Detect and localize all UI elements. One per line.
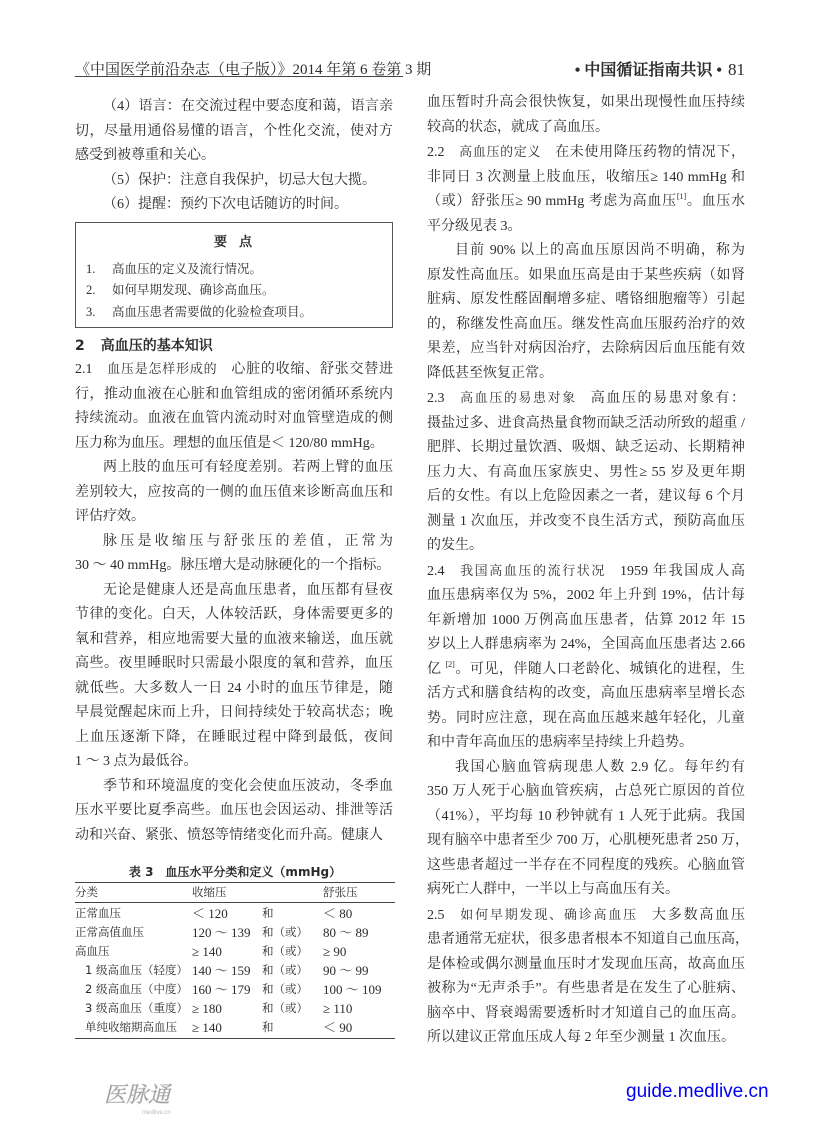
text-line bbox=[75, 169, 393, 194]
text-line bbox=[75, 530, 393, 555]
text-segment: 这些患者超过一半存在不同程度的残疾。心脑血管 bbox=[427, 857, 745, 873]
text-line bbox=[75, 432, 393, 457]
text-line bbox=[75, 144, 393, 169]
cell-connector: 和（或） bbox=[262, 1001, 308, 1015]
text-line bbox=[427, 1002, 745, 1027]
text-segment: 无论是健康人还是高血压患者，血压都有昼夜 bbox=[103, 582, 393, 598]
keypoint-text: 高血压的定义及流行情况。 bbox=[112, 261, 263, 276]
text-segment: 在未使用降压药物的情况下， bbox=[555, 145, 745, 160]
text-segment: 原发性高血压。如果血压高是由于某些疾病（如肾 bbox=[427, 267, 745, 283]
table-row bbox=[75, 999, 395, 1018]
table-body bbox=[75, 903, 395, 1039]
subsection-title: 高血压的易患对象 bbox=[458, 391, 577, 406]
text-line bbox=[427, 288, 745, 313]
cell-connector: 和（或） bbox=[262, 944, 308, 958]
text-segment: 1 ～ 3 点为最低谷。 bbox=[75, 754, 198, 769]
right-column bbox=[427, 91, 749, 1051]
text-line bbox=[427, 461, 745, 486]
cell-connector: 和（或） bbox=[262, 925, 308, 939]
text-line bbox=[427, 412, 745, 437]
text-segment: 被称为“无声杀手”。有些患者是在发生了心脏病、 bbox=[427, 981, 745, 996]
text-line bbox=[427, 878, 745, 903]
text-segment: 果差，应当针对病因治疗，去除病因后血压能有效 bbox=[427, 341, 745, 356]
text-line bbox=[75, 579, 393, 604]
text-segment: 我国心脑血管病现患人数 2.9 亿。每年约有 bbox=[455, 759, 745, 775]
subsection-title: 我国高血压的流行状况 bbox=[458, 563, 606, 579]
text-line bbox=[75, 677, 393, 702]
text-segment: 血压患病率仅为 5%，2002 年上升到 19%，估计每 bbox=[427, 588, 745, 603]
cell-diastolic: ＜ 80 bbox=[323, 906, 353, 921]
text-line bbox=[427, 977, 745, 1002]
text-line bbox=[75, 726, 393, 751]
keypoint-text: 高血压患者需要做的化验检查项目。 bbox=[112, 304, 313, 319]
section-label: • 中国循证指南共识 • bbox=[574, 62, 722, 79]
text-line bbox=[427, 313, 745, 338]
col-header-diastolic: 舒张压 bbox=[323, 885, 358, 899]
text-segment: 较高的状态，就成了高血压。 bbox=[427, 119, 609, 135]
text-segment: 脏病、原发性醛固酮增多症、嗜铬细胞瘤等）引起 bbox=[427, 292, 745, 307]
text-segment: 目前 90% 以上的高血压原因尚不明确，称为 bbox=[455, 243, 745, 258]
text-line bbox=[427, 780, 745, 805]
text-line bbox=[75, 652, 393, 677]
cell-diastolic: 100 ～ 109 bbox=[323, 982, 382, 997]
text-segment: （4）语言：在交流过程中要态度和蔼，语言亲 bbox=[103, 99, 393, 114]
text-segment: 评估疗效。 bbox=[75, 509, 145, 524]
text-segment: 350 万人死于心脑血管疾病，占总死亡原因的首位 bbox=[427, 784, 745, 799]
text-line bbox=[75, 95, 393, 120]
keypoints-title: 要点 bbox=[213, 234, 264, 250]
text-segment: 差别较大，应按高的一侧的血压值来诊断高血压和 bbox=[75, 484, 393, 500]
text-segment: 压水平要比夏季高些。血压也会因运动、排泄等活 bbox=[75, 803, 393, 818]
cell-diastolic: ≥ 110 bbox=[323, 1001, 353, 1016]
left-column bbox=[75, 95, 393, 848]
text-line bbox=[75, 701, 393, 726]
table-row bbox=[75, 961, 395, 980]
text-segment: 30 ～ 40 mmHg。脉压增大是动脉硬化的一个指标。 bbox=[75, 558, 391, 573]
text-segment: 血压暂时升高会很快恢复，如果出现慢性血压持续 bbox=[427, 95, 745, 110]
text-segment: 患者通常无症状，很多患者根本不知道自己血压高， bbox=[427, 932, 749, 947]
subsection-number: 2.5 bbox=[427, 907, 445, 923]
text-line bbox=[427, 362, 745, 387]
text-segment: 肥胖、长期过量饮酒、吸烟、缺乏运动、长期精神 bbox=[427, 440, 745, 455]
text-segment: 持续流动。血液在血管内流动时对血管壁造成的侧 bbox=[75, 411, 393, 426]
text-line bbox=[427, 633, 745, 658]
text-line bbox=[427, 436, 745, 461]
text-line bbox=[427, 609, 745, 634]
subsection-number: 2.4 bbox=[427, 563, 445, 579]
text-line bbox=[427, 928, 749, 953]
text-segment: 压力称为血压。理想的血压值是＜ 120/80 mmHg。 bbox=[75, 435, 384, 451]
table-row bbox=[75, 942, 395, 961]
text-line bbox=[75, 481, 393, 506]
right-body bbox=[427, 91, 749, 1051]
subsection-number: 2.1 bbox=[75, 362, 93, 377]
text-line bbox=[427, 756, 745, 781]
cell-category: 2 级高血压（中度） bbox=[85, 982, 188, 996]
text-segment: 测量 1 次血压，并改变不良生活方式，预防高血压 bbox=[427, 513, 745, 529]
text-segment: 脑卒中、肾衰竭需要透析时才知道自己的血压高。 bbox=[427, 1005, 745, 1021]
table-row bbox=[75, 1018, 395, 1037]
intro-paragraphs bbox=[75, 95, 393, 218]
text-line bbox=[427, 534, 745, 559]
text-line bbox=[75, 358, 393, 383]
table-header-row bbox=[75, 882, 395, 903]
text-line bbox=[427, 805, 745, 830]
cell-systolic: 160 ～ 179 bbox=[192, 982, 251, 997]
text-line bbox=[75, 603, 393, 628]
text-line bbox=[427, 904, 745, 929]
table-row bbox=[75, 923, 395, 942]
text-line bbox=[427, 166, 745, 191]
text-segment: 切，尽量用通俗易懂的语言，个性化交流，使对方 bbox=[75, 123, 393, 139]
text-line bbox=[75, 120, 393, 145]
section-number: 2 bbox=[75, 337, 85, 354]
text-segment: 季节和环境温度的变化会使血压波动，冬季血 bbox=[103, 778, 393, 794]
cell-category: 1 级高血压（轻度） bbox=[85, 963, 188, 977]
text-segment: （5）保护：注意自我保护，切忌大包大揽。 bbox=[103, 172, 376, 188]
text-segment: 年新增加 1000 万例高血压患者，估算 2012 年 15 bbox=[427, 612, 745, 628]
text-line bbox=[75, 407, 393, 432]
text-segment: 摄盐过多、进食高热量食物而缺乏活动所致的超重 / bbox=[427, 415, 745, 431]
text-segment: 动和兴奋、紧张、愤怒等情绪变化而升高。健康人 bbox=[75, 827, 383, 843]
text-segment: （41%），平均每 10 秒钟就有 1 人死于此病。我国 bbox=[427, 808, 745, 824]
text-line bbox=[427, 560, 745, 585]
section-title: 高血压的基本知识 bbox=[100, 337, 213, 354]
subsection-title: 血压是怎样形成的 bbox=[106, 362, 218, 377]
text-line bbox=[75, 628, 393, 653]
text-segment: 大多数高血压 bbox=[651, 907, 745, 923]
text-line bbox=[75, 799, 393, 824]
cell-category: 高血压 bbox=[75, 944, 110, 958]
text-segment: 心脏的收缩、舒张交替进 bbox=[231, 362, 393, 377]
col-header-category: 分类 bbox=[75, 885, 98, 899]
text-line bbox=[427, 264, 745, 289]
keypoint-item bbox=[86, 280, 392, 302]
cell-diastolic: ＜ 90 bbox=[323, 1020, 353, 1035]
citation-ref: [1] bbox=[676, 192, 687, 201]
text-line bbox=[427, 190, 745, 215]
cell-systolic: 140 ～ 159 bbox=[192, 963, 251, 978]
keypoints-box bbox=[75, 222, 393, 328]
text-segment: 高血压的易患对象有： bbox=[590, 391, 745, 406]
cell-systolic: 120 ～ 139 bbox=[192, 925, 251, 940]
text-line bbox=[427, 1026, 745, 1051]
table-row bbox=[75, 904, 395, 923]
text-line bbox=[427, 682, 745, 707]
text-segment: 和中青年高血压的患病率呈持续上升趋势。 bbox=[427, 735, 693, 750]
cell-connector: 和 bbox=[262, 1020, 274, 1034]
text-segment: 行，推动血液在心脏和血管组成的密闭循环系统内 bbox=[75, 386, 393, 402]
cell-systolic: ≥ 180 bbox=[192, 1001, 222, 1016]
guide-medlive-link[interactable]: guide.medlive.cn bbox=[626, 1081, 769, 1102]
cell-connector: 和（或） bbox=[262, 963, 308, 977]
svg-text:医脉通: 医脉通 bbox=[104, 1083, 171, 1108]
cell-category: 3 级高血压（重度） bbox=[85, 1001, 188, 1015]
text-segment: 的，称继发性高血压。继发性高血压服药治疗的效 bbox=[427, 316, 745, 332]
text-line bbox=[75, 193, 393, 218]
text-line bbox=[427, 854, 745, 879]
text-segment: （6）提醒：预约下次电话随访的时间。 bbox=[103, 197, 348, 212]
left-body bbox=[75, 358, 393, 848]
keypoint-number: 3. bbox=[86, 304, 96, 319]
table-title: 表 3 血压水平分类和定义（mmHg） bbox=[128, 865, 342, 879]
text-segment: 岁以上人群患病率为 24%，全国高血压患者达 2.66 bbox=[427, 637, 745, 652]
svg-text:medlive.cn: medlive.cn bbox=[142, 1110, 171, 1116]
section-heading bbox=[75, 334, 393, 359]
text-line bbox=[427, 337, 745, 362]
page-number: 81 bbox=[728, 60, 745, 79]
subsection-title: 高血压的定义 bbox=[458, 145, 542, 160]
text-segment: 的发生。 bbox=[427, 538, 483, 553]
text-segment: 亿 bbox=[427, 661, 446, 677]
subsection-number: 2.3 bbox=[427, 391, 445, 406]
text-segment: 非同日 3 次测量上肢血压，收缩压≥ 140 mmHg 和 bbox=[427, 169, 745, 185]
text-segment: 感受到被尊重和关心。 bbox=[75, 148, 215, 163]
subsection-number: 2.2 bbox=[427, 145, 445, 160]
text-line bbox=[75, 750, 393, 775]
text-line bbox=[75, 824, 393, 849]
keypoint-item bbox=[86, 259, 392, 281]
cell-systolic: ＜ 120 bbox=[192, 906, 228, 921]
text-segment: 就低些。大多数人一日 24 小时的血压节律是，随 bbox=[75, 680, 393, 696]
col-header-systolic: 收缩压 bbox=[192, 885, 227, 899]
text-line bbox=[427, 116, 745, 141]
text-segment: （或）舒张压≥ 90 mmHg 考虑为高血压 bbox=[427, 194, 677, 209]
section-header bbox=[505, 57, 745, 80]
cell-connector: 和（或） bbox=[262, 982, 308, 996]
cell-category: 正常血压 bbox=[75, 906, 121, 920]
text-line bbox=[427, 829, 749, 854]
text-line bbox=[427, 707, 745, 732]
col-header-connector bbox=[262, 883, 323, 902]
text-line bbox=[427, 584, 745, 609]
text-line bbox=[427, 485, 745, 510]
cell-diastolic: ≥ 90 bbox=[323, 944, 347, 959]
subsection-title: 如何早期发现、确诊高血压 bbox=[458, 907, 638, 923]
text-segment: 上血压逐渐下降，在睡眠过程中降到最低，夜间 bbox=[75, 729, 393, 745]
text-segment: 高些。夜里睡眠时只需最小限度的氧和营养，血压 bbox=[75, 656, 393, 671]
keypoint-text: 如何早期发现、确诊高血压。 bbox=[112, 283, 275, 297]
keypoint-number: 1. bbox=[86, 261, 96, 276]
cell-category: 单纯收缩期高血压 bbox=[85, 1020, 177, 1034]
text-segment: 节律的变化。白天，人体较活跃，身体需要更多的 bbox=[75, 607, 393, 622]
citation-ref: [2] bbox=[445, 659, 455, 669]
text-segment: 势。同时应注意，现在高血压越来越年轻化，儿童 bbox=[427, 710, 745, 726]
text-segment: 是体检或偶尔测量血压时才发现血压高，故高血压 bbox=[427, 956, 745, 972]
text-segment: 1959 年我国成人高 bbox=[619, 563, 745, 579]
text-line bbox=[427, 239, 745, 264]
text-segment: 降低甚至恢复正常。 bbox=[427, 365, 553, 381]
cell-systolic: ≥ 140 bbox=[192, 944, 222, 959]
text-line bbox=[427, 215, 745, 240]
text-line bbox=[75, 456, 393, 481]
text-line bbox=[427, 658, 745, 683]
text-line bbox=[427, 731, 745, 756]
cell-diastolic: 80 ～ 89 bbox=[323, 925, 369, 940]
text-segment: 。可见，伴随人口老龄化、城镇化的进程，生 bbox=[454, 661, 745, 677]
text-line bbox=[427, 141, 745, 166]
text-line bbox=[75, 383, 393, 408]
text-line bbox=[75, 505, 393, 530]
medlive-logo bbox=[102, 1076, 182, 1116]
text-line bbox=[427, 953, 745, 978]
table-row bbox=[75, 980, 395, 999]
text-segment: 平分级见表 3。 bbox=[427, 218, 522, 234]
text-segment: 压力大、有高血压家族史、男性≥ 55 岁及更年期 bbox=[427, 464, 745, 480]
text-segment: 两上肢的血压可有轻度差别。若两上臂的血压 bbox=[103, 460, 393, 475]
journal-header: 《中国医学前沿杂志（电子版）》2014 年第 6 卷第 3 期 bbox=[75, 62, 432, 78]
text-line bbox=[427, 510, 745, 535]
text-segment: 所以建议正常血压成人每 2 年至少测量 1 次血压。 bbox=[427, 1030, 735, 1045]
bp-classification-table bbox=[75, 862, 395, 1039]
text-segment: 现有脑卒中患者至少 700 万，心肌梗死患者 250 万， bbox=[427, 833, 749, 848]
keypoint-item bbox=[86, 302, 392, 324]
text-line bbox=[427, 91, 745, 116]
text-line bbox=[75, 554, 393, 579]
text-segment: 脉压是收缩压与舒张压的差值，正常为 bbox=[103, 533, 393, 549]
keypoint-number: 2. bbox=[86, 283, 96, 297]
cell-systolic: ≥ 140 bbox=[192, 1020, 222, 1035]
text-segment: 活方式和膳食结构的改变，高血压患病率呈增长态 bbox=[427, 686, 745, 701]
text-segment: 氧和营养，相应地需要大量的血液来输送，血压就 bbox=[75, 631, 393, 647]
text-line bbox=[427, 387, 745, 412]
header-rule bbox=[75, 76, 403, 77]
text-segment: 早晨觉醒起床而上升，日间持续处于较高状态；晚 bbox=[75, 705, 393, 720]
text-line bbox=[75, 775, 393, 800]
cell-connector: 和 bbox=[262, 906, 274, 920]
text-segment: 后的女性。有以上危险因素之一者，建议每 6 个月 bbox=[427, 489, 745, 504]
text-segment: 病死亡人群中，一半以上与高血压有关。 bbox=[427, 882, 679, 897]
cell-category: 正常高值血压 bbox=[75, 925, 144, 939]
text-segment: 。血压水 bbox=[686, 194, 746, 209]
cell-diastolic: 90 ～ 99 bbox=[323, 963, 369, 978]
